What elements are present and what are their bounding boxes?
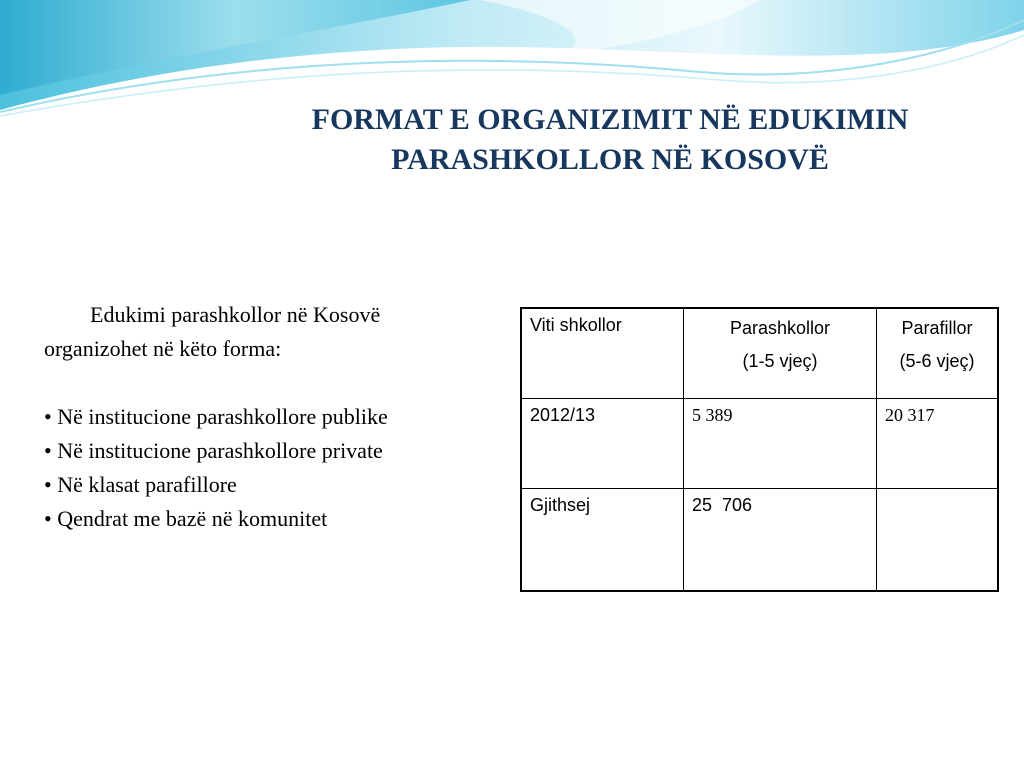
header-parashkollor-age: (1-5 vjeç) <box>742 351 818 371</box>
slide-title-line-2: PARASHKOLLOR NË KOSOVË <box>391 143 829 176</box>
intro-line-2: organizohet në këto forma: <box>44 336 282 361</box>
slide-title-line-1: FORMAT E ORGANIZIMIT NË EDUKIMIN <box>311 103 909 136</box>
forms-bullet-list <box>44 400 514 536</box>
bullet-item: • Në institucione parashkollore private <box>44 438 383 463</box>
bullet-item: • Qendrat me bazë në komunitet <box>44 506 328 531</box>
header-cell-school-year <box>521 308 684 398</box>
row-label-cell: Gjithsej <box>521 488 684 591</box>
row-label-cell: 2012/13 <box>521 398 684 488</box>
parafillor-value-cell: 20 317 <box>877 398 999 488</box>
header-school-year-label: Viti shkollor <box>530 315 622 335</box>
intro-text-block <box>44 298 514 536</box>
header-parafillor-label: Parafillor <box>901 318 973 338</box>
intro-line-1: Edukimi parashkollor në Kosovë <box>90 302 381 327</box>
table-row <box>521 488 998 591</box>
bullet-item: • Në institucione parashkollore publike <box>44 404 388 429</box>
table-header-row <box>521 308 998 398</box>
bullet-item: • Në klasat parafillore <box>44 472 237 497</box>
header-parashkollor-label: Parashkollor <box>729 318 831 338</box>
parashkollor-value-cell: 5 389 <box>684 398 877 488</box>
header-cell-parafillor <box>877 308 999 398</box>
parashkollor-value-cell: 25 706 <box>684 488 877 591</box>
enrollment-table <box>520 307 999 592</box>
header-parafillor-age: (5-6 vjeç) <box>899 351 975 371</box>
parafillor-value-cell <box>877 488 999 591</box>
slide-title <box>210 100 1010 180</box>
table-row <box>521 398 998 488</box>
header-cell-parashkollor <box>684 308 877 398</box>
